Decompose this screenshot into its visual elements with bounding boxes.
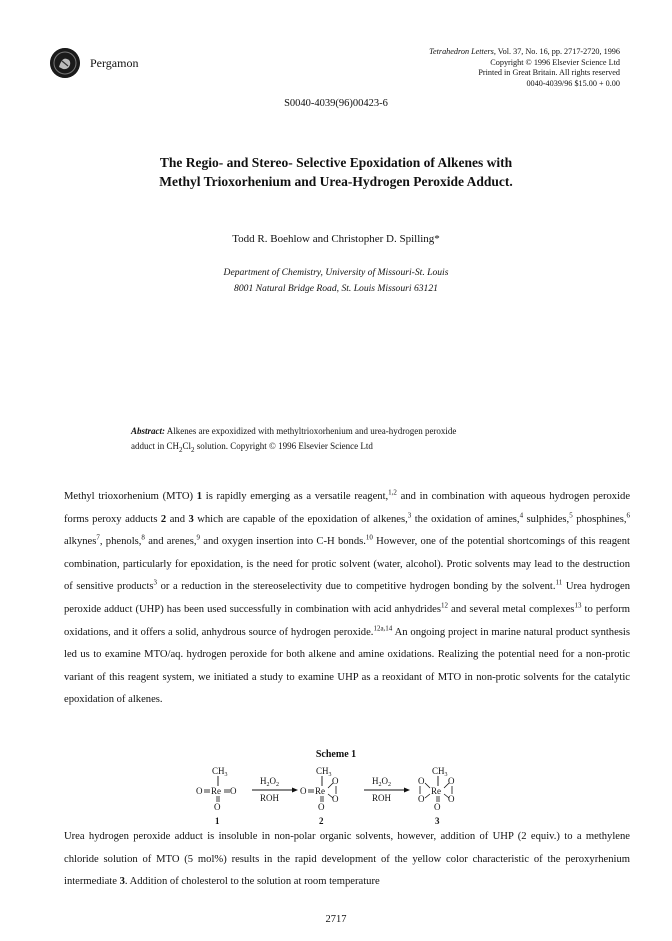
body-text: and in combination with aqueous hydrogen peroxide forms peroxy adducts <box>64 491 631 525</box>
abstract-text-1: Alkenes are expoxidized with methyltrioxorhenium and urea-hydrogen peroxide <box>165 426 457 436</box>
svg-text:O: O <box>318 802 325 812</box>
journal-info <box>340 47 620 89</box>
compound-label-1: 1 <box>215 816 220 826</box>
svg-text:O: O <box>332 776 339 786</box>
abstract-text-2b: Cl <box>182 441 192 451</box>
reference: 12a,14 <box>373 624 393 633</box>
compound-2-structure <box>300 766 339 826</box>
solvent-label: ROH <box>260 793 280 803</box>
abstract <box>131 424 551 454</box>
title-line-2: Methyl Trioxorhenium and Urea-Hydrogen Peroxide Adduct. <box>159 174 513 189</box>
scheme-1-diagram <box>196 764 486 826</box>
journal-name: Tetrahedron Letters <box>429 47 494 56</box>
publisher-logo <box>50 48 80 78</box>
article-title <box>60 153 612 191</box>
journal-volume: , Vol. 37, No. 16, pp. 2717-2720, 1996 <box>493 47 620 56</box>
svg-text:Re: Re <box>315 786 325 796</box>
body-text: or a reduction in the stereoselectivity due to competitive hydrogen bonding by the solvent. <box>157 581 556 593</box>
reference: 7 <box>96 533 100 542</box>
affiliation-line-1: Department of Chemistry, University of Missouri-St. Louis <box>223 267 449 278</box>
oxo-right: O <box>230 786 237 796</box>
body-text: and <box>166 513 189 525</box>
compound-number: 2 <box>160 513 167 525</box>
svg-text:O: O <box>300 786 307 796</box>
svg-text:CH3: $CH_3$ <box>432 766 448 778</box>
page-number: 2717 <box>325 914 347 925</box>
price-line: 0040-4039/96 $15.00 + 0.00 <box>526 78 620 88</box>
reference: 10 <box>365 533 373 542</box>
title-line-1: The Regio- and Stereo- Selective Epoxidation of Alkenes with <box>159 155 513 170</box>
copyright-line: Copyright © 1996 Elsevier Science Ltd <box>490 57 620 67</box>
reference: 8 <box>141 533 145 542</box>
compound-number: 1 <box>196 491 203 502</box>
reference: 3 <box>153 578 158 587</box>
body-text: phosphines, <box>572 513 627 525</box>
svg-text:O: O <box>418 794 425 804</box>
body-text: , phenols, <box>99 536 142 548</box>
svg-text:Re: Re <box>431 786 441 796</box>
publisher-name: Pergamon <box>90 56 139 70</box>
body-text: the oxidation of amines, <box>411 513 520 525</box>
reference: 11 <box>555 578 563 587</box>
affiliation-line-2: 8001 Natural Bridge Road, St. Louis Missouri 63121 <box>234 283 438 294</box>
reaction-arrow-2 <box>364 776 410 803</box>
abstract-text-2a: adduct in CH <box>131 441 179 451</box>
reference: 9 <box>196 533 200 542</box>
printed-line: Printed in Great Britain. All rights reserved <box>478 68 620 77</box>
svg-text:O: O <box>418 776 425 786</box>
svg-text:O: O <box>332 794 339 804</box>
pergamon-logo-icon <box>50 48 80 78</box>
reference: 13 <box>574 601 582 610</box>
body-text: . Addition of cholesterol to the solution at room temperature <box>124 876 380 888</box>
reference: 12 <box>440 601 448 610</box>
abstract-sub-2: 2 <box>191 445 195 454</box>
reference: 5 <box>569 511 573 520</box>
methyl-label: $CH_3$ <box>212 766 228 778</box>
body-text: However, one of the potential shortcomings of this reagent combination, particularly for epoxidation, is the need for protic solvent (water, alcohol). Protic solvents may lead to the destruction of sensitive products <box>64 536 630 593</box>
svg-text:H2O2: $H_2O_2$ <box>260 776 279 788</box>
body-paragraph-2 <box>64 826 630 894</box>
reference: 6 <box>626 511 631 520</box>
reference: 4 <box>519 511 524 520</box>
body-paragraph-1 <box>64 486 630 712</box>
svg-text:O: O <box>448 776 455 786</box>
body-text: and oxygen insertion into C-H bonds. <box>199 536 366 548</box>
body-text: to perform oxidations, and it offers a solid, anhydrous source of hydrogen peroxide. <box>64 603 630 638</box>
oxo-left: O <box>196 786 203 796</box>
svg-text:ROH: ROH <box>372 793 392 803</box>
authors: Todd R. Boehlow and Christopher D. Spilling* <box>232 233 440 245</box>
body-text: and arenes, <box>144 536 197 548</box>
compound-1-structure <box>196 766 237 826</box>
svg-text:O: O <box>448 794 455 804</box>
rhenium-label: Re <box>211 786 221 796</box>
compound-label-2: 2 <box>319 816 324 826</box>
body-text: Methyl trioxorhenium (MTO) <box>64 491 197 502</box>
body-text: An ongoing project in marine natural product synthesis led us to examine MTO/aq. hydrogen peroxide for both alkene and amine oxidations. Realizing the potential need for a non-protic variant of this reagent system, we initiated a study to examine UHP as a reoxidant of MTO in non-protic solvents for the catalytic epoxidation of alkenes. <box>64 626 630 706</box>
reaction-arrow-1 <box>252 776 298 803</box>
reference: 1,2 <box>388 488 397 497</box>
body-text: Urea hydrogen peroxide adduct (UHP) has been used successfully in combination with acid anhydrides <box>64 581 631 615</box>
compound-number: 3 <box>119 876 125 888</box>
body-text: and several metal complexes <box>447 603 575 615</box>
abstract-sub-1: 2 <box>179 445 183 454</box>
body-text: is rapidly emerging as a versatile reagent, <box>202 491 389 502</box>
compound-label-3: 3 <box>435 816 440 826</box>
reference: 3 <box>407 511 412 520</box>
compound-number: 3 <box>188 513 194 525</box>
body-text: Urea hydrogen peroxide adduct is insoluble in non-polar organic solvents, however, addition of UHP (2 equiv.) to a methylene chloride solution of MTO (5 mol%) results in the rapid development of the yellow color characteristic of the peroxyrhenium intermediate <box>64 831 630 888</box>
abstract-label: Abstract: <box>131 426 166 436</box>
svg-text:O: O <box>434 802 441 812</box>
body-text: sulphides, <box>523 513 570 525</box>
compound-3-structure <box>418 766 455 826</box>
oxo-bottom: O <box>214 802 221 812</box>
affiliation <box>0 265 672 297</box>
scheme-title: Scheme 1 <box>315 749 357 760</box>
svg-text:CH3: $CH_3$ <box>316 766 332 778</box>
abstract-text-2c: solution. Copyright © 1996 Elsevier Science Ltd <box>194 441 373 451</box>
body-text: which are capable of the epoxidation of alkenes, <box>193 513 408 525</box>
pii-code: S0040-4039(96)00423-6 <box>284 98 388 109</box>
body-text: alkynes <box>64 536 97 548</box>
svg-text:H2O2: $H_2O_2$ <box>372 776 391 788</box>
